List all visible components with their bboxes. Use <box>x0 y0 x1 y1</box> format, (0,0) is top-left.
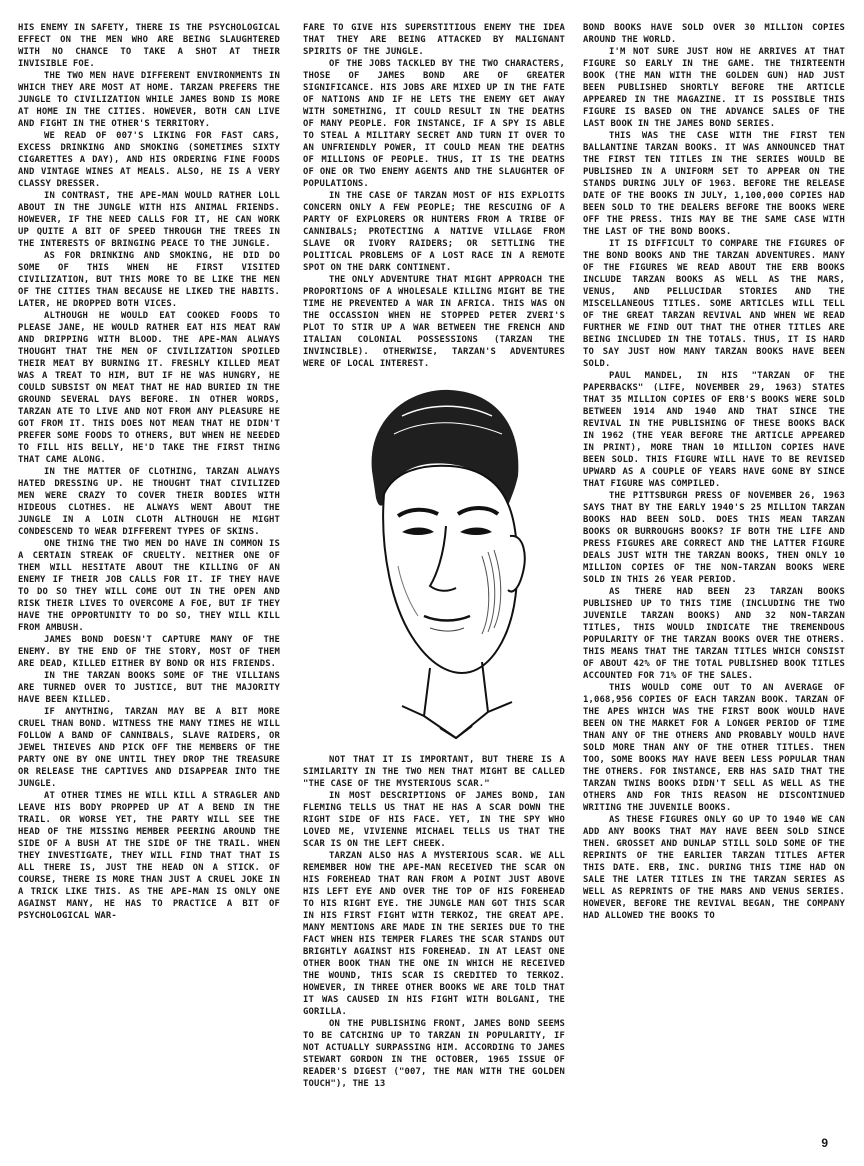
paragraph: NOT THAT IT IS IMPORTANT, BUT THERE IS A SIMILARITY IN THE TWO MEN THAT MIGHT BE CALLED "THE CASE OF THE MYSTERIOUS SCAR." <box>303 755 565 789</box>
text-column-middle <box>303 22 565 1152</box>
page-number: 9 <box>821 1136 828 1150</box>
paragraph: THE PITTSBURGH PRESS OF NOVEMBER 26, 1963 SAYS THAT BY THE EARLY 1940'S 25 MILLION TARZAN BOOKS HAD BEEN SOLD. DOES THIS MEAN TARZAN BOOKS OR BURROUGHS BOOKS? IF BOTH THE LIFE AND PRESS FIGURES ARE CORRECT AND THE LATTER FIGURE DEALS JUST WITH THE TARZAN BOOKS, THEN ONLY 10 MILLION COPIES OF THE NON-TARZAN BOOKS WERE SOLD IN THIS 26 YEAR PERIOD. <box>583 491 845 585</box>
paragraph: IT IS DIFFICULT TO COMPARE THE FIGURES OF THE BOND BOOKS AND THE TARZAN ADVENTURES. MANY OF THE FIGURES WE READ ABOUT THE ERB BOOKS INCLUDE TARZAN BOOKS AS WELL AS THE MARS, VENUS, AND PELLUCIDAR STORIES AND THE MISCELLANEOUS TITLES. SOME ARTICLES WILL TELL OF THE GREAT TARZAN REVIVAL AND WHEN WE READ FURTHER WE FIND OUT THAT THE OTHER TITLES ARE BEING INCLUDED IN THE TOTALS. THUS, IT IS HARD TO SAY JUST HOW MANY TARZAN BOOKS HAVE BEEN SOLD. <box>583 239 845 369</box>
paragraph: THE TWO MEN HAVE DIFFERENT ENVIRONMENTS IN WHICH THEY ARE MOST AT HOME. TARZAN PREFERS THE JUNGLE TO CIVILIZATION WHILE JAMES BOND IS MORE AT HOME IN THE CITIES. HOWEVER, BOTH CAN LIVE AND FIGHT IN THE OTHER'S TERRITORY. <box>18 71 280 129</box>
paragraph: FARE TO GIVE HIS SUPERSTITIOUS ENEMY THE IDEA THAT THEY ARE BEING ATTACKED BY MALIGNANT SPIRITS OF THE JUNGLE. <box>303 23 565 57</box>
paragraph: BOND BOOKS HAVE SOLD OVER 30 MILLION COPIES AROUND THE WORLD. <box>583 23 845 45</box>
paragraph: WE READ OF 007'S LIKING FOR FAST CARS, EXCESS DRINKING AND SMOKING (SOMETIMES SIXTY CIGARETTES A DAY), AND HIS ORDERING FINE FOODS AND VINTAGE WINES AT MEALS. ALSO, HE IS A VERY CLASSY DRESSER. <box>18 131 280 189</box>
paragraph: THIS WOULD COME OUT TO AN AVERAGE OF 1,068,956 COPIES OF EACH TARZAN BOOK. TARZAN OF THE APES WHICH WAS THE FIRST BOOK WOULD HAVE BEEN ON THE MARKET FOR A LONGER PERIOD OF TIME THAN ANY OF THE OTHERS AND PROBABLY WOULD HAVE SOLD MORE THAN ANY OF THE OTHER TITLES. THEN TOO, SOME BOOKS MAY HAVE BEEN LESS POPULAR THAN THE OTHERS. FOR INSTANCE, ERB HAS SAID THAT THE TARZAN TWINS BOOKS DIDN'T SELL AS WELL AS THE OTHERS AND FOR THIS REASON HE DISCONTINUED WRITING THE JUVENILE BOOKS. <box>583 683 845 813</box>
paragraph: ON THE PUBLISHING FRONT, JAMES BOND SEEMS TO BE CATCHING UP TO TARZAN IN POPULARITY, IF NOT ACTUALLY SURPASSING HIM. ACCORDING TO JAMES STEWART GORDON IN THE OCTOBER, 1965 ISSUE OF READER'S DIGEST ("007, THE MAN WITH THE GOLDEN TOUCH"), THE 13 <box>303 1019 565 1089</box>
paragraph: AS THESE FIGURES ONLY GO UP TO 1940 WE CAN ADD ANY BOOKS THAT MAY HAVE BEEN SOLD SINCE THEN. GROSSET AND DUNLAP STILL SOLD SOME OF THE REPRINTS OF THE EARLIER TARZAN TITLES AFTER THIS DATE. ERB, INC. DURING THIS TIME HAD ON SALE THE LATER TITLES IN THE TARZAN SERIES AS WELL AS REPRINTS OF THE MARS AND VENUS SERIES. HOWEVER, BEFORE THE REVIVAL BEGAN, THE COMPANY HAD ALLOWED THE BOOKS TO <box>583 815 845 921</box>
paragraph: THE ONLY ADVENTURE THAT MIGHT APPROACH THE PROPORTIONS OF A WHOLESALE KILLING MIGHT BE THE TIME HE PREVENTED A WAR IN AFRICA. THIS WAS ON THE OCCASSION WHEN HE STOPPED PETER ZVERI'S PLOT TO STIR UP A WAR BETWEEN THE FRENCH AND ITALIAN COLONIAL POSSESSIONS (TARZAN THE INVINCIBLE). OTHERWISE, TARZAN'S ADVENTURES WERE OF LOCAL INTEREST. <box>303 275 565 369</box>
paragraph: IN THE MATTER OF CLOTHING, TARZAN ALWAYS HATED DRESSING UP. HE THOUGHT THAT CIVILIZED MEN WERE CRAZY TO COVER THEIR BODIES WITH HIDEOUS CLOTHES. HE ALWAYS WENT ABOUT THE JUNGLE IN A LOIN CLOTH ALTHOUGH HE MIGHT CONDESCEND TO WEAR DIFFERENT TYPES OF SKINS. <box>18 467 280 537</box>
paragraph: IN CONTRAST, THE APE-MAN WOULD RATHER LOLL ABOUT IN THE JUNGLE WITH HIS ANIMAL FRIENDS. HOWEVER, IF THE NEED CALLS FOR IT, HE CAN WORK UP QUITE A BIT OF SPEED THROUGH THE TREES IN THE INTERESTS OF BRINGING PEACE TO THE JUNGLE. <box>18 191 280 249</box>
paragraph: ONE THING THE TWO MEN DO HAVE IN COMMON IS A CERTAIN STREAK OF CRUELTY. NEITHER ONE OF THEM WILL HESITATE ABOUT THE KILLING OF AN ENEMY IF THEIR JOB CALLS FOR IT. IF THEY HAVE TO DO SO THEY WILL COME OUT IN THE OPEN AND RISK THEIR LIVES TO OVERCOME A FOE, BUT IF THEY HAVE THE OPPORTUNITY TO DO SO, THEY WILL KILL FROM AMBUSH. <box>18 539 280 633</box>
paragraph: JAMES BOND DOESN'T CAPTURE MANY OF THE ENEMY. BY THE END OF THE STORY, MOST OF THEM ARE DEAD, KILLED EITHER BY BOND OR HIS FRIENDS. <box>18 635 280 669</box>
paragraph: I'M NOT SURE JUST HOW HE ARRIVES AT THAT FIGURE SO EARLY IN THE GAME. THE THIRTEENTH BOOK (THE MAN WITH THE GOLDEN GUN) HAD JUST BEEN PUBLISHED SHORTLY BEFORE THE ARTICLE APPEARED IN THE MAGAZINE. IT IS POSSIBLE THIS FIGURE IS BASED ON THE ADVANCE SALES OF THE LAST BOOK IN THE JAMES BOND SERIES. <box>583 47 845 129</box>
text-column-right <box>583 22 845 1122</box>
paragraph: OF THE JOBS TACKLED BY THE TWO CHARACTERS, THOSE OF JAMES BOND ARE OF GREATER SIGNIFICANCE. HIS JOBS ARE MIXED UP IN THE FATE OF NATIONS AND IF HE LETS THE ENEMY GET AWAY WITH SOMETHING, IT COULD RESULT IN THE DEATHS OF MANY PEOPLE. FOR INSTANCE, IF A SPY IS ABLE TO STEAL A MILITARY SECRET AND TURN IT OVER TO AN UNFRIENDLY POWER, IT COULD MEAN THE DEATHS OF MILLIONS OF PEOPLE. THUS, IT IS THE DEATHS OF ONE OR TWO ENEMY AGENTS AND THE SLAUGHTER OF POPULATIONS. <box>303 59 565 189</box>
paragraph: IN THE CASE OF TARZAN MOST OF HIS EXPLOITS CONCERN ONLY A FEW PEOPLE; THE RESCUING OF A PARTY OF EXPLORERS OR HUNTERS FROM A TRIBE OF CANNIBALS; PROTECTING A NATIVE VILLAGE FROM SLAVE OR IVORY RAIDERS; OR SETTLING THE POLITICAL PROBLEMS OF A LOST RACE IN A REMOTE SPOT ON THE DARK CONTINENT. <box>303 191 565 273</box>
paragraph: IF ANYTHING, TARZAN MAY BE A BIT MORE CRUEL THAN BOND. WITNESS THE MANY TIMES HE WILL FOLLOW A BAND OF CANNIBALS, SLAVE RAIDERS, OR JEWEL THIEVES AND PICK OFF THE MEMBERS OF THE PARTY ONE BY ONE UNTIL THEY DROP THE TREASURE OR RELEASE THE CAPTIVES AND DISAPPEAR INTO THE JUNGLE. <box>18 707 280 789</box>
paragraph: ALTHOUGH HE WOULD EAT COOKED FOODS TO PLEASE JANE, HE WOULD RATHER EAT HIS MEAT RAW AND DRIPPING WITH BLOOD. THE APE-MAN ALWAYS THOUGHT THAT THE MEN OF CIVILIZATION SPOILED THEIR MEAT BY BURNING IT. FRESHLY KILLED MEAT WAS A TREAT TO HIM, BUT IF HE WAS HUNGRY, HE COULD SUBSIST ON MEAT THAT HE HAD BURIED IN THE GROUND SEVERAL DAYS BEFORE. IN OTHER WORDS, TARZAN ATE TO LIVE AND NOT FROM ANY PLEASURE HE GOT FROM IT. THIS DOES NOT MEAN THAT HE DIDN'T PREFER SOME FOODS TO OTHERS, BUT WHEN HE NEEDED TO FILL HIS BELLY, HE'D TAKE THE FIRST THING THAT CAME ALONG. <box>18 311 280 465</box>
paragraph: THIS WAS THE CASE WITH THE FIRST TEN BALLANTINE TARZAN BOOKS. IT WAS ANNOUNCED THAT THE FIRST TEN TITLES IN THE SERIES WOULD BE PUBLISHED IN A UNIFORM SET TO APPEAR ON THE STANDS DURING JULY OF 1963. BEFORE THE RELEASE DATE OF THE BOOKS IN JULY, 1,100,000 COPIES HAD BEEN SOLD TO THE DEALERS BEFORE THE BOOKS WERE OFF THE PRESS. THIS MAY BE THE SAME CASE WITH THE LAST OF THE BOND BOOKS. <box>583 131 845 237</box>
portrait-illustration <box>332 376 537 746</box>
paragraph: IN MOST DESCRIPTIONS OF JAMES BOND, IAN FLEMING TELLS US THAT HE HAS A SCAR DOWN THE RIGHT SIDE OF HIS FACE. YET, IN THE SPY WHO LOVED ME, VIVIENNE MICHAEL TELLS US THAT THE SCAR IS ON THE LEFT CHEEK. <box>303 791 565 849</box>
paragraph: AS THERE HAD BEEN 23 TARZAN BOOKS PUBLISHED UP TO THIS TIME (INCLUDING THE TWO JUVENILE TARZAN BOOKS) AND 32 NON-TARZAN TITLES, THIS WOULD INDICATE THE TREMENDOUS POPULARITY OF THE TARZAN BOOKS OVER THE OTHERS. THIS MEANS THAT THE TARZAN TITLES WHICH CONSIST OF ABOUT 42% OF THE TOTAL PUBLISHED BOOK TITLES ACCOUNTED FOR 71% OF THE SALES. <box>583 587 845 681</box>
paragraph: AS FOR DRINKING AND SMOKING, HE DID DO SOME OF THIS WHEN HE FIRST VISITED CIVILIZATION, BUT THIS MORE TO BE LIKE THE MEN OF THE CITIES THAN BECAUSE HE LIKED THE HABITS. LATER, HE DROPPED BOTH VICES. <box>18 251 280 309</box>
paragraph: HIS ENEMY IN SAFETY, THERE IS THE PSYCHOLOGICAL EFFECT ON THE MEN WHO ARE BEING SLAUGHTERED WITH NO CHANCE TO TAKE A SHOT AT THEIR INVISIBLE FOE. <box>18 23 280 69</box>
paragraph: TARZAN ALSO HAS A MYSTERIOUS SCAR. WE ALL REMEMBER HOW THE APE-MAN RECEIVED THE SCAR ON HIS FOREHEAD THAT RAN FROM A POINT JUST ABOVE HIS LEFT EYE AND OVER THE TOP OF HIS FOREHEAD TO HIS RIGHT EYE. THE JUNGLE MAN GOT THIS SCAR IN HIS FIRST FIGHT WITH TERKOZ, THE GREAT APE. MANY MENTIONS ARE MADE IN THE SERIES DUE TO THE FACT WHEN HIS TEMPER FLARES THE SCAR STANDS OUT BRIGHTLY AGAINST HIS FOREHEAD. IN AT LEAST ONE OTHER BOOK THAN THE ONE IN WHICH HE RECEIVED THE WOUND, THIS SCAR IS CREDITED TO TERKOZ. HOWEVER, IN THREE OTHER BOOKS WE ARE TOLD THAT IT WAS CAUSED IN HIS FIGHT WITH BOLGANI, THE GORILLA. <box>303 851 565 1017</box>
paragraph: AT OTHER TIMES HE WILL KILL A STRAGLER AND LEAVE HIS BODY PROPPED UP AT A BEND IN THE TRAIL. OR WORSE YET, THE PARTY WILL SEE THE HEAD OF THE MISSING MEMBER PEERING AROUND THE SIDE OF A BUSH AT THE SIDE OF THE TRAIL. WHEN THEY INVESTIGATE, THEY WILL FIND THAT THAT IS ALL THERE IS, JUST THE HEAD ON A STICK. OF COURSE, THERE IS MORE THAN JUST A CRUEL JOKE IN A TRICK LIKE THIS. AS THE APE-MAN IS ONLY ONE AGAINST MANY, HE HAS TO PRACTICE A BIT OF PSYCHOLOGICAL WAR- <box>18 791 280 921</box>
paragraph: PAUL MANDEL, IN HIS "TARZAN OF THE PAPERBACKS" (LIFE, NOVEMBER 29, 1963) STATES THAT 35 MILLION COPIES OF ERB'S BOOKS WERE SOLD BETWEEN 1914 AND 1940 AND THAT SINCE THE REVIVAL IN THE PUBLISHING OF THESE BOOKS BACK IN 1962 (THE YEAR BEFORE THE ARTICLE APPEARED IN PRINT), MORE THAN 10 MILLION COPIES HAVE BEEN SOLD. THIS FIGURE WILL HAVE TO BE REVISED UPWARD AS A COUPLE OF YEARS HAVE GONE BY SINCE THAT FIGURE WAS COMPILED. <box>583 371 845 489</box>
paragraph: IN THE TARZAN BOOKS SOME OF THE VILLIANS ARE TURNED OVER TO JUSTICE, BUT THE MAJORITY HAVE BEEN KILLED. <box>18 671 280 705</box>
text-column-left <box>18 22 280 1157</box>
